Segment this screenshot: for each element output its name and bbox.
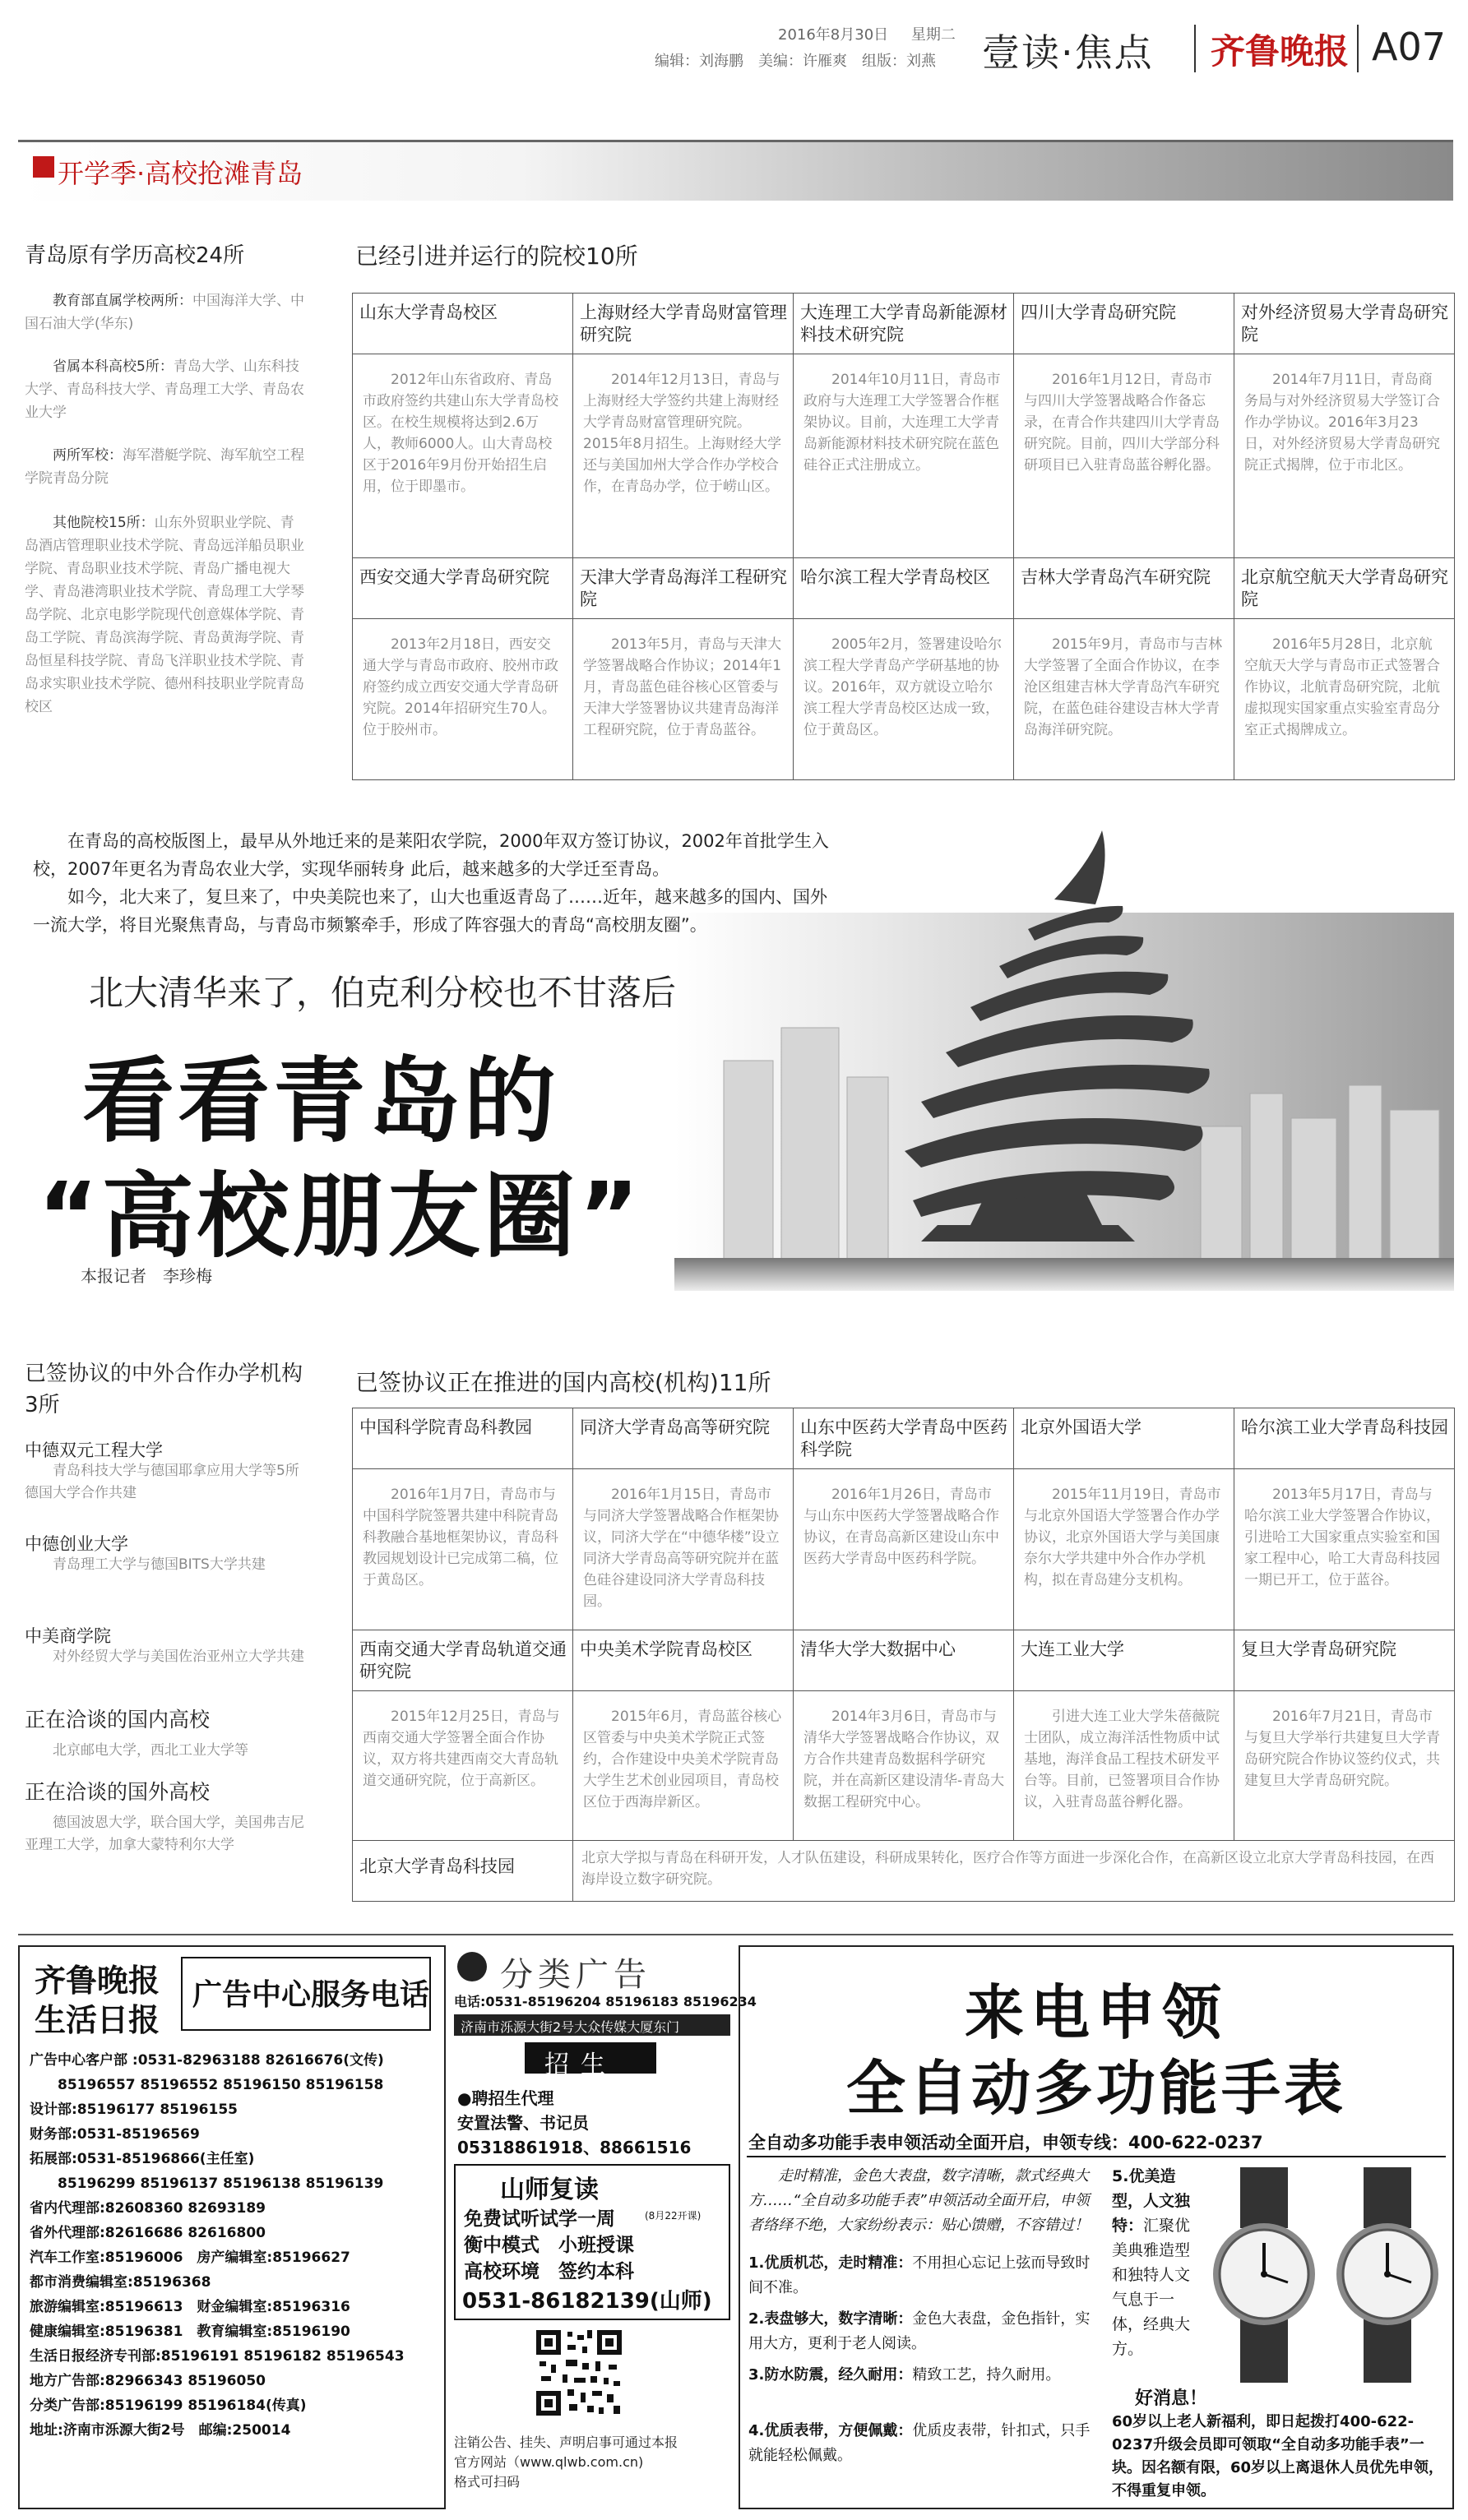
college-name: 山东中医药大学青岛中医药科学院	[794, 1408, 1014, 1469]
classified-phone: 电话:0531-85196204 85196183 85196234	[454, 1994, 757, 2009]
college-name: 天津大学青岛海洋工程研究院	[573, 558, 794, 619]
sidebar-para: 两所军校：海军潜艇学院、海军航空工程学院青岛分院	[25, 447, 304, 487]
classified-title: 分类广告	[500, 1956, 651, 1994]
domestic-talks-title: 正在洽谈的国内高校	[25, 1708, 211, 1732]
ad-phone-line: 省外代理部:82616686 82616800	[30, 2225, 266, 2241]
issue-weekday: 星期二	[910, 26, 956, 44]
college-name: 对外经济贸易大学青岛研究院	[1234, 294, 1455, 354]
masthead-divider	[1194, 25, 1196, 72]
red-square-icon	[33, 156, 54, 178]
ad-phone-line: 财务部:0531-85196569	[30, 2126, 200, 2143]
watch-ad-intro: 全自动多功能手表申领活动全面开启，申领专线：400-622-0237	[748, 2133, 1263, 2152]
watch-point: 3.防水防震，经久耐用：精致工艺，持久耐用。	[748, 2366, 1061, 2384]
ad-phone-line: 都市消费编辑室:85196368	[30, 2274, 211, 2291]
classified-foot-line: 格式可扫码	[454, 2474, 521, 2490]
watch-point: 5.优美造型，人文独特：汇聚优美典雅造型和独特人文气息于一体，经典大方。	[1112, 2167, 1191, 2358]
foreign-talks-desc: 德国波恩大学，联合国大学，美国弗吉尼亚理工大学，加拿大蒙特利尔大学	[25, 1815, 304, 1853]
college-name: 中央美术学院青岛校区	[573, 1630, 794, 1691]
sidebar-bottom-title: 已签协议的中外合作办学机构3所	[25, 1362, 303, 1417]
coop-institution-name: 中美商学院	[25, 1626, 111, 1646]
ad-phone-line: 85196557 85196552 85196150 85196158	[30, 2077, 384, 2093]
college-name: 哈尔滨工业大学青岛科技园	[1234, 1408, 1455, 1469]
editors-line: 编辑：刘海鹏 美编：许雁爽 组版：刘燕	[655, 53, 936, 70]
college-name: 北京外国语大学	[1014, 1408, 1234, 1469]
watch-point: 2.表盘够大，数字清晰：金色大表盘，金色指针，实用大方，更利于老人阅读。	[748, 2310, 1091, 2352]
college-name: 北京航空航天大学青岛研究院	[1234, 558, 1455, 619]
classified-address: 济南市泺源大街2号大众传媒大厦东门	[461, 2019, 680, 2035]
ad-phone-line: 设计部:85196177 85196155	[30, 2102, 238, 2118]
masthead-divider	[1357, 25, 1359, 72]
watch-ad-hotline[interactable]: 400-622-0237	[1128, 2133, 1263, 2152]
college-name: 大连理工大学青岛新能源材料技术研究院	[794, 294, 1014, 354]
colleges-running-table	[352, 293, 1455, 780]
headline-line1: 看看青岛的	[82, 1048, 559, 1155]
ad-phone-line: 85196299 85196137 85196138 85196139	[30, 2176, 384, 2192]
watch-ad-title: 来电申领	[964, 1978, 1228, 2047]
classified-foot-line: 注销公告、挂失、声明启事可通过本报	[454, 2434, 678, 2450]
school-note: (8月22开课)	[645, 2210, 702, 2222]
college-desc: 2016年1月26日，青岛市与山东中医药大学签署战略合作协议，在青岛高新区建设山东中医药大学青岛中医药科学院。	[794, 1469, 1014, 1630]
section-name: 壹读·焦点	[982, 30, 1154, 75]
college-desc: 2015年6月，青岛蓝谷核心区管委与中央美术学院正式签约，合作建设中央美术学院青岛大学生艺术创业园项目，青岛校区位于西海岸新区。	[573, 1691, 794, 1841]
college-desc: 引进大连工业大学朱蓓薇院士团队，成立海洋活性物质中试基地，海洋食品工程技术研发平台等。目前，已签署项目合作协议，入驻青岛蓝谷孵化器。	[1014, 1691, 1234, 1841]
ad-phone-line: 旅游编辑室:85196613 财金编辑室:85196316	[30, 2299, 350, 2315]
foreign-talks-title: 正在洽谈的国外高校	[25, 1780, 211, 1804]
school-line: 衡中模式 小班授课	[464, 2235, 634, 2256]
qr-code-icon[interactable]	[533, 2327, 625, 2419]
coop-institution-desc: 青岛科技大学与德国耶拿应用大学等5所德国大学合作共建	[25, 1463, 299, 1501]
intro-paragraph: 在青岛的高校版图上，最早从外地迁来的是莱阳农学院，2000年双方签订协议，2002年首批学生入校，2007年更名为青岛农业大学，实现华丽转身 此后，越来越多的大学迁至青岛。	[33, 831, 829, 879]
ad-phone-line: 生活日报经济专刊部:85196191 85196182 85196543	[30, 2348, 405, 2365]
college-name: 复旦大学青岛研究院	[1234, 1630, 1455, 1691]
watch-ad-lead: 走时精准，金色大表盘，数字清晰，款式经典大方……“全自动多功能手表”申领活动全面开启，申领者络绎不绝，大家纷纷表示：贴心馈赠，不容错过！	[748, 2167, 1090, 2234]
headline-line2: “高校朋友圈”	[38, 1163, 643, 1270]
watch-ad-rule	[747, 2156, 1446, 2157]
ad-title: 广告中心服务电话	[192, 1978, 430, 2012]
college-desc: 北京大学拟与青岛在科研开发，人才队伍建设，科研成果转化，医疗合作等方面进一步深化合作，在高新区设立北京大学青岛科技园，在西海岸设立数字研究院。	[573, 1841, 1455, 1902]
ad-phone-line: 省内代理部:82608360 82693189	[30, 2200, 266, 2217]
ad-brand: 齐鲁晚报	[35, 1963, 160, 1999]
newspaper-logo: 齐鲁晚报	[1211, 31, 1350, 72]
college-name: 西安交通大学青岛研究院	[353, 558, 573, 619]
watch-right	[1336, 2167, 1438, 2383]
college-desc: 2013年2月18日，西安交通大学与青岛市政府、胶州市政府签约成立西安交通大学青岛研究院。2014年招研究生70人。位于胶州市。	[353, 619, 573, 780]
band-title: 开学季·高校抢滩青岛	[58, 158, 303, 189]
good-news-label: 好消息！	[1135, 2388, 1208, 2409]
watch-point: 1.优质机芯，走时精准：不用担心忘记上弦而导致时间不准。	[748, 2254, 1091, 2296]
college-name: 中国科学院青岛科教园	[353, 1408, 573, 1469]
ad-phone-line: 广告中心客户部 :0531-82963188 82616676(文传)	[30, 2052, 384, 2069]
headline-subtitle: 北大清华来了，伯克利分校也不甘落后	[89, 973, 677, 1013]
college-desc: 2012年山东省政府、青岛市政府签约共建山东大学青岛校区。在校生规模将达到2.6万人，教师6000人。山大青岛校区于2016年9月份开始招生启用，位于即墨市。	[353, 354, 573, 558]
waterfront	[674, 1258, 1454, 1291]
college-desc: 2016年1月15日，青岛市与同济大学签署战略合作框架协议，同济大学在“中德华楼”设立同济大学青岛高等研究院并在蓝色硅谷建设同济大学青岛科技园。	[573, 1469, 794, 1630]
wristwatch-photo	[1211, 2167, 1449, 2383]
school-line: 免费试听试学一周	[464, 2208, 615, 2230]
college-desc: 2014年12月13日，青岛与上海财经大学签约共建上海财经大学青岛财富管理研究院。2015年8月招生。上海财经大学还与美国加州大学合作办学校合作，在青岛办学，位于崂山区。	[573, 354, 794, 558]
coop-institution-name: 中德创业大学	[25, 1534, 128, 1554]
college-desc: 2013年5月，青岛与天津大学签署战略合作协议；2014年1月，青岛蓝色硅谷核心区管委与天津大学签署协议共建青岛海洋工程研究院，位于青岛蓝谷。	[573, 619, 794, 780]
college-desc: 2015年12月25日，青岛与西南交通大学签署全面合作协议，双方将共建西南交大青岛轨道交通研究院，位于高新区。	[353, 1691, 573, 1841]
page-number: A07	[1372, 25, 1447, 69]
ad-phone-line: 分类广告部:85196199 85196184(传真)	[30, 2397, 307, 2414]
domestic-talks-desc: 北京邮电大学，西北工业大学等	[53, 1742, 248, 1759]
ad-brand: 生活日报	[35, 2002, 160, 2038]
college-desc: 2005年2月，签署建设哈尔滨工程大学青岛产学研基地的协议。2016年，双方就设立哈尔滨工程大学青岛校区达成一致，位于黄岛区。	[794, 619, 1014, 780]
classified-logo-icon	[457, 1952, 487, 1981]
college-desc: 2014年7月11日，青岛商务局与对外经济贸易大学签订合作办学协议。2016年3月23日，对外经济贸易大学青岛研究院正式揭牌，位于市北区。	[1234, 354, 1455, 558]
issue-date: 2016年8月30日	[778, 26, 889, 44]
college-name: 山东大学青岛校区	[353, 294, 573, 354]
college-name: 北京大学青岛科技园	[353, 1841, 573, 1902]
ad-phone-line: 地方广告部:82966343 85196050	[30, 2373, 266, 2389]
ad-phone-line: 拓展部:0531-85196866(主任室)	[30, 2151, 255, 2167]
college-desc: 2014年3月6日，青岛市与清华大学签署战略合作协议，双方合作共建青岛数据科学研究院，并在高新区建设清华-青岛大数据工程研究中心。	[794, 1691, 1014, 1841]
coop-institution-desc: 对外经贸大学与美国佐治亚州立大学共建	[53, 1648, 304, 1665]
college-desc: 2014年10月11日，青岛市政府与大连理工大学签署合作框架协议。目前，大连理工大学青岛新能源材料技术研究院在蓝色硅谷正式注册成立。	[794, 354, 1014, 558]
ad-watch	[739, 1945, 1454, 2509]
recruit-line: ●聘招生代理	[457, 2088, 554, 2108]
ad-phone-line: 健康编辑室:85196381 教育编辑室:85196190	[30, 2323, 350, 2340]
sidebar-para: 省属本科高校5所：青岛大学、山东科技大学、青岛科技大学、青岛理工大学、青岛农业大学	[25, 358, 304, 421]
coop-institution-name: 中德双元工程大学	[25, 1440, 163, 1460]
college-name: 上海财经大学青岛财富管理研究院	[573, 294, 794, 354]
school-line: 高校环境 签约本科	[464, 2261, 634, 2282]
college-name: 同济大学青岛高等研究院	[573, 1408, 794, 1469]
ad-phone-line: 地址:济南市泺源大街2号 邮编:250014	[30, 2422, 291, 2439]
recruit-line: 05318861918、88661516	[457, 2138, 692, 2157]
sidebar-para: 教育部直属学校两所：中国海洋大学、中国石油大学(华东)	[25, 293, 304, 332]
ad-section-rule	[18, 1934, 1453, 1935]
school-phone: 0531-86182139(山师)	[462, 2289, 712, 2314]
college-name: 大连工业大学	[1014, 1630, 1234, 1691]
watch-point: 4.优质表带，方便佩戴：优质皮表带，针扣式，只手就能轻松佩戴。	[748, 2422, 1091, 2464]
byline: 本报记者 李珍梅	[81, 1266, 212, 1286]
college-name: 吉林大学青岛汽车研究院	[1014, 558, 1234, 619]
sidebar-para: 其他院校15所：山东外贸职业学院、青岛酒店管理职业技术学院、青岛远洋船员职业学院、青岛职业技术学院、青岛广播电视大学、青岛港湾职业技术学院、青岛理工大学琴岛学院、北京电影学院现代创意媒体学院、青岛工学院、青岛滨海学院、青岛黄海学院、青岛恒星科技学院、青岛飞洋职业技术学院、青岛求实职业技术学院、德州科技职业学院青岛校区	[25, 515, 304, 715]
colleges-signed-table	[352, 1408, 1455, 1902]
college-name: 西南交通大学青岛轨道交通研究院	[353, 1630, 573, 1691]
recruit-line: 安置法警、书记员	[457, 2113, 589, 2133]
college-desc: 2016年5月28日，北京航空航天大学与青岛市正式签署合作协议，北航青岛研究院，北航虚拟现实国家重点实验室青岛分室正式揭牌成立。	[1234, 619, 1455, 780]
college-desc: 2016年1月12日，青岛市与四川大学签署战略合作备忘录，在青合作共建四川大学青岛研究院。目前，四川大学部分科研项目已入驻青岛蓝谷孵化器。	[1014, 354, 1234, 558]
classified-foot-line: 官方网站（www.qlwb.com.cn)	[454, 2454, 644, 2470]
college-name: 四川大学青岛研究院	[1014, 294, 1234, 354]
intro-paragraph: 如今，北大来了，复旦来了，中央美院也来了，山大也重返青岛了……近年，越来越多的国内、国外一流大学，将目光聚焦青岛，与青岛市频繁牵手，形成了阵容强大的青岛“高校朋友圈”。	[33, 887, 827, 935]
watch-ad-bottom: 60岁以上老人新福利，即日起拨打400-622-0237升级会员即可领取“全自动多功能手表”一块。因名额有限，60岁以上离退休人员优先申领，不得重复申领。	[1112, 2413, 1444, 2499]
watch-ad-title: 全自动多功能手表	[845, 2054, 1346, 2123]
recruit-label: 招生	[544, 2051, 617, 2079]
issue-date-line	[778, 23, 956, 44]
sidebar-top-title: 青岛原有学历高校24所	[25, 243, 245, 268]
college-name: 清华大学大数据中心	[794, 1630, 1014, 1691]
college-desc: 2013年5月17日，青岛与哈尔滨工业大学签署合作协议，引进哈工大国家重点实验室和国家工程中心，哈工大青岛科技园一期已开工，位于蓝谷。	[1234, 1469, 1455, 1630]
college-desc: 2016年7月21日，青岛市与复旦大学举行共建复旦大学青岛研究院合作协议签约仪式，共建复旦大学青岛研究院。	[1234, 1691, 1455, 1841]
college-name: 哈尔滨工程大学青岛校区	[794, 558, 1014, 619]
college-desc: 2015年9月，青岛市与吉林大学签署了全面合作协议，在李沧区组建吉林大学青岛汽车研究院，在蓝色硅谷建设吉林大学青岛海洋研究院。	[1014, 619, 1234, 780]
band-rule	[18, 140, 1453, 142]
table2-title: 已签协议正在推进的国内高校(机构)11所	[355, 1369, 771, 1396]
college-desc: 2016年1月7日，青岛市与中国科学院签署共建中科院青岛科教融合基地框架协议，青岛科教园规划设计已完成第二稿，位于黄岛区。	[353, 1469, 573, 1630]
ad-classified	[454, 1945, 757, 2509]
watch-left	[1213, 2167, 1315, 2383]
ad-phone-line: 汽车工作室:85196006 房产编辑室:85196627	[30, 2250, 350, 2266]
coop-institution-desc: 青岛理工大学与德国BITS大学共建	[53, 1556, 266, 1573]
college-desc: 2015年11月19日，青岛市与北京外国语大学签署合作办学协议，北京外国语大学与美国康奈尔大学共建中外合作办学机构，拟在青岛建分支机构。	[1014, 1469, 1234, 1630]
school-title: 山师复读	[500, 2176, 599, 2204]
table1-title: 已经引进并运行的院校10所	[355, 243, 638, 270]
